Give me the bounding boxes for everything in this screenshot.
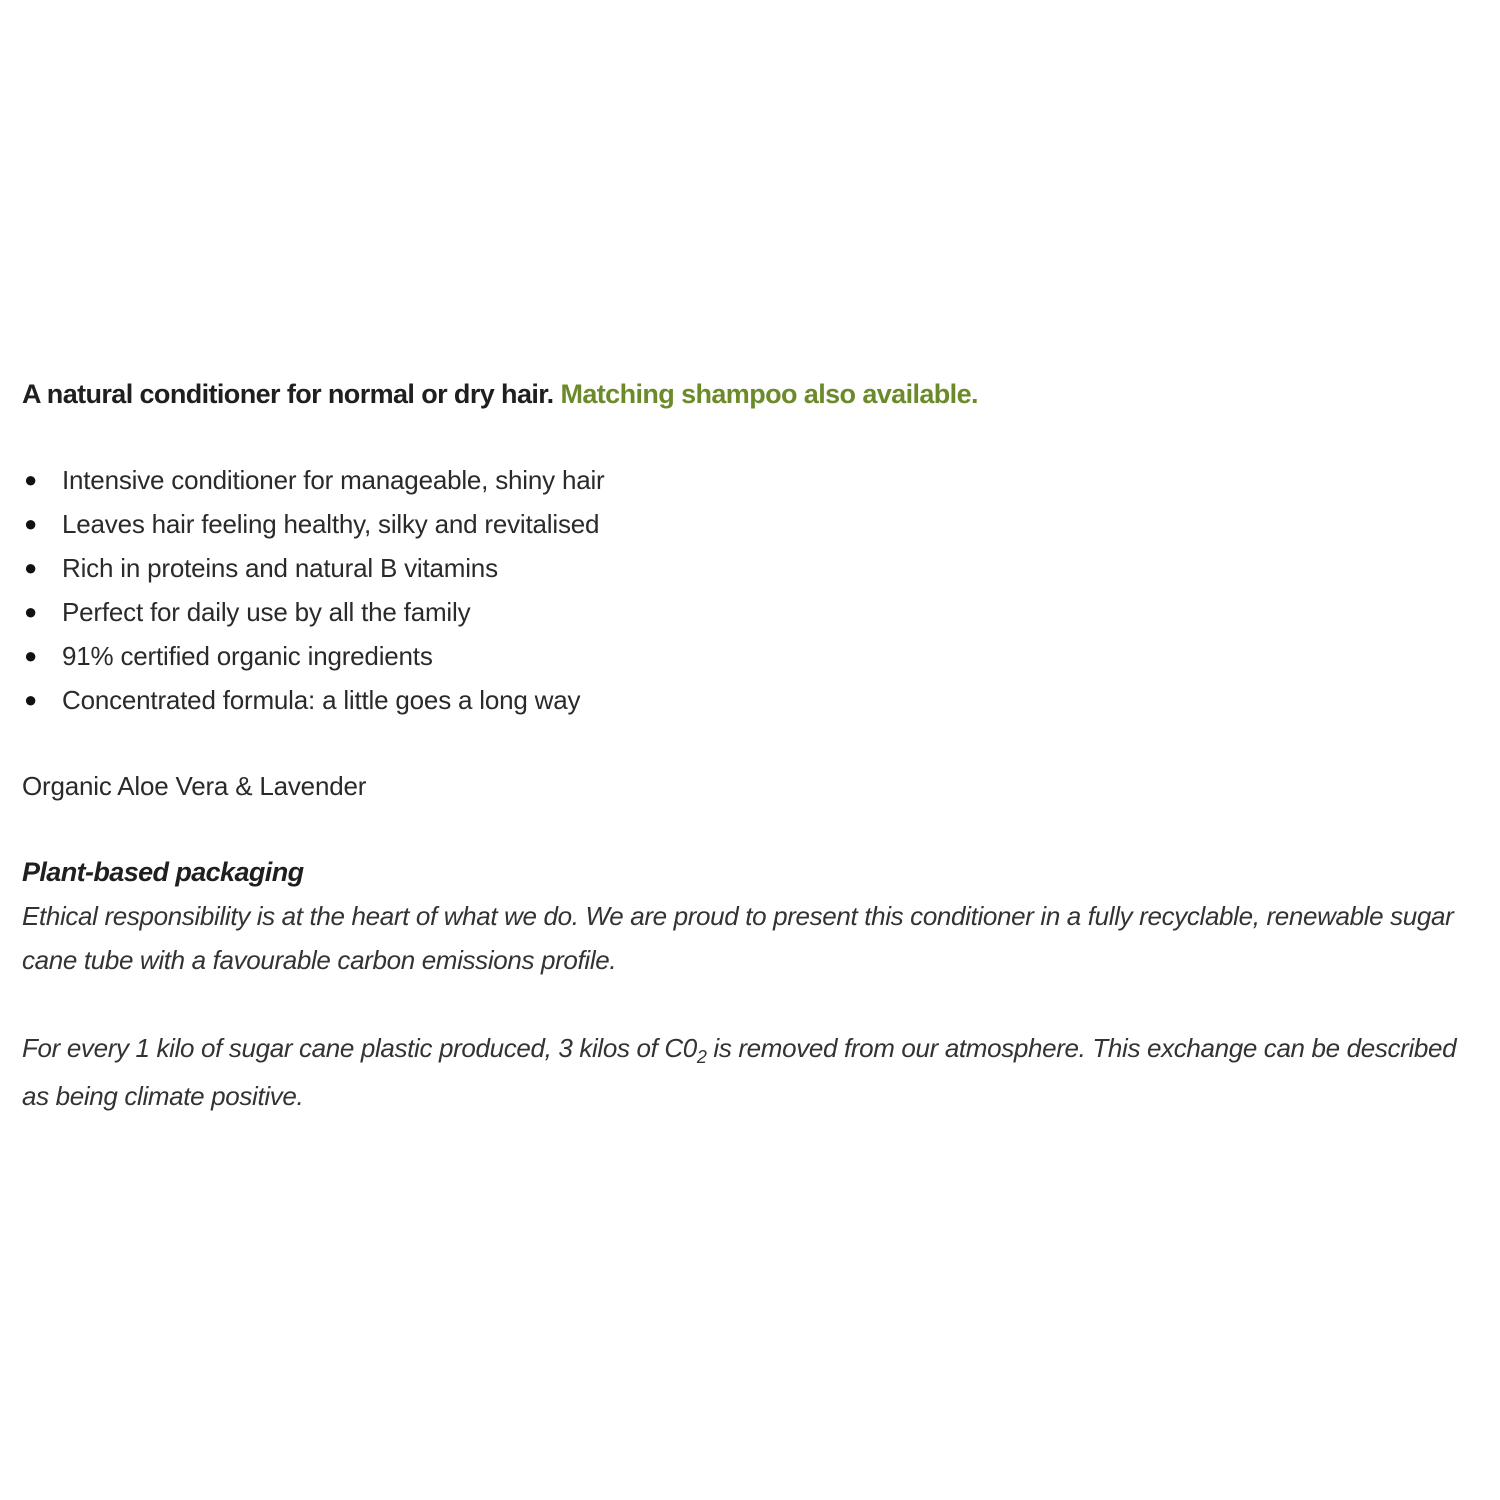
packaging-title: Plant-based packaging — [22, 857, 304, 887]
feature-item — [22, 590, 1487, 634]
bullet-icon: ● — [24, 643, 38, 668]
feature-text: Intensive conditioner for manageable, shiny hair — [62, 465, 605, 495]
bullet-icon: ● — [24, 467, 38, 492]
packaging-body: Ethical responsibility is at the heart of what we do. We are proud to present this conditioner in a fully recyclable, renewable sugar cane tube with a favourable carbon emissions profile. — [22, 901, 1454, 975]
feature-text: Rich in proteins and natural B vitamins — [62, 553, 498, 583]
intro-text: A natural conditioner for normal or dry hair. — [22, 379, 554, 409]
matching-shampoo-link[interactable]: Matching shampoo also available. — [560, 379, 978, 409]
feature-item — [22, 458, 1487, 502]
feature-text: Concentrated formula: a little goes a long way — [62, 685, 581, 715]
feature-text: Leaves hair feeling healthy, silky and revitalised — [62, 509, 600, 539]
feature-item — [22, 678, 1487, 722]
climate-paragraph — [22, 1024, 1487, 1120]
bullet-icon: ● — [24, 687, 38, 712]
climate-text-start: For every 1 kilo of sugar cane plastic produced, 3 kilos of C0 — [22, 1033, 697, 1063]
bullet-icon: ● — [24, 555, 38, 580]
co2-subscript: 2 — [696, 1047, 707, 1067]
feature-text: Perfect for daily use by all the family — [62, 597, 471, 627]
bullet-icon: ● — [24, 511, 38, 536]
bullet-icon: ● — [24, 599, 38, 624]
description-content — [22, 372, 1487, 1120]
feature-item — [22, 502, 1487, 546]
feature-item — [22, 634, 1487, 678]
feature-item — [22, 546, 1487, 590]
feature-text: 91% certified organic ingredients — [62, 641, 433, 671]
feature-list — [22, 458, 1487, 722]
intro-paragraph — [22, 372, 1487, 416]
climate-text-end: is removed from our atmosphere. This exchange can be described as being climate positive. — [22, 1033, 1457, 1111]
scent-text: Organic Aloe Vera & Lavender — [22, 771, 367, 801]
